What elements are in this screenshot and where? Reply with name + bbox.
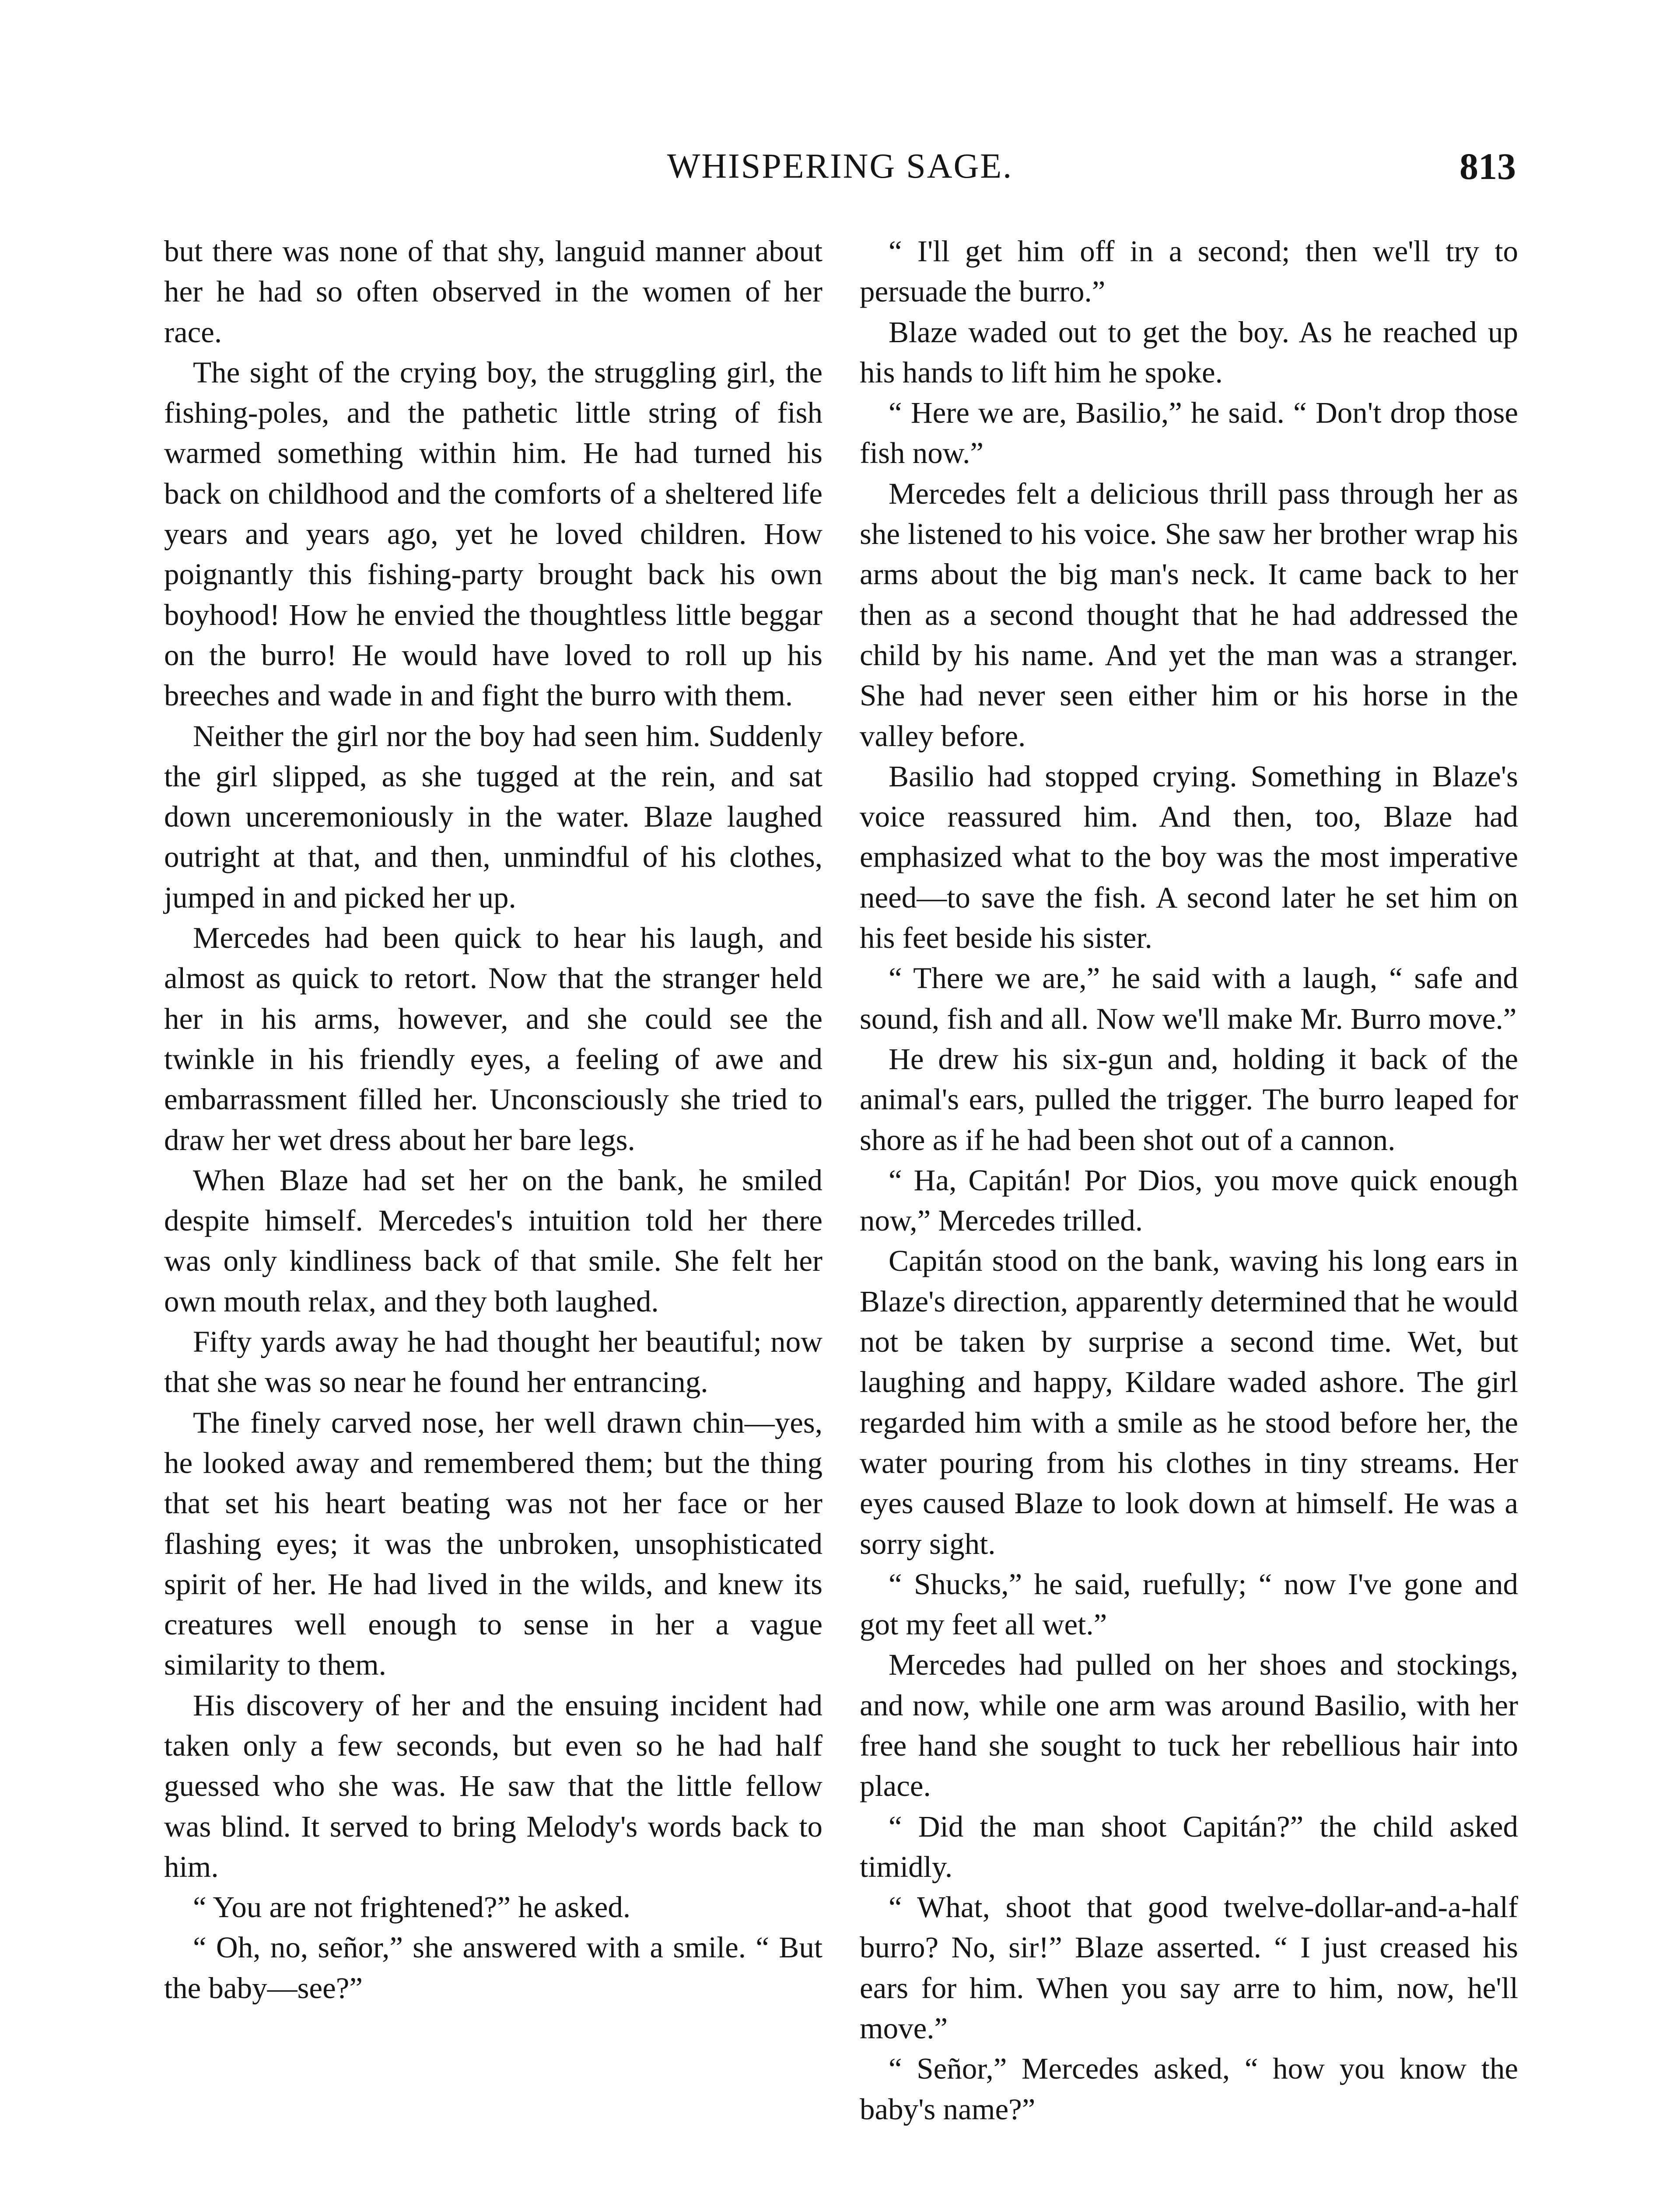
right-text-column (860, 231, 1518, 2129)
paragraph: Neither the girl nor the boy had seen him. Suddenly the girl slipped, as she tugged at the rein, and sat down unceremoniously in the water. Blaze laughed outright at that, and then, unmindful of his clothes, jumped in and picked her up. (164, 719, 822, 914)
paragraph: “ I'll get him off in a second; then we'll try to persuade the burro.” (860, 235, 1518, 309)
paragraph: “ Ha, Capitán! Por Dios, you move quick enough now,” Mercedes trilled. (860, 1163, 1518, 1238)
paragraph: The sight of the crying boy, the struggling girl, the fishing-poles, and the pathetic little string of fish warmed something within him. He had turned his back on childhood and the comforts of a sheltered life years and years ago, yet he loved children. How poignantly this fishing-party brought back his own boyhood! How he envied the thoughtless little beggar on the burro! He would have loved to roll up his breeches and wade in and fight the burro with them. (164, 355, 822, 712)
paragraph: Basilio had stopped crying. Something in Blaze's voice reassured him. And then, too, Blaze had emphasized what to the boy was the most imperative need—to save the fish. A second later he set him on his feet beside his sister. (860, 759, 1518, 955)
paragraph: Mercedes had been quick to hear his laugh, and almost as quick to retort. Now that the stranger held her in his arms, however, and she could see the twinkle in his friendly eyes, a feeling of awe and embarrassment filled her. Unconsciously she tried to draw her wet dress about her bare legs. (164, 921, 822, 1157)
page-header (164, 144, 1516, 188)
paragraph: He drew his six-gun and, holding it back of the animal's ears, pulled the trigger. The burro leaped for shore as if he had been shot out of a cannon. (860, 1042, 1518, 1157)
paragraph: The finely carved nose, her well drawn chin—yes, he looked away and remembered them; but the thing that set his heart beating was not her face or her flashing eyes; it was the unbroken, unsophisticated spirit of her. He had lived in the wilds, and knew its creatures well enough to sense in her a vague similarity to them. (164, 1406, 822, 1682)
left-text-column (164, 231, 822, 2008)
paragraph: “ Señor,” Mercedes asked, “ how you know the baby's name?” (860, 2052, 1518, 2126)
paragraph: “ There we are,” he said with a laugh, “ safe and sound, fish and all. Now we'll make Mr. Burro move.” (860, 961, 1518, 1035)
paragraph: His discovery of her and the ensuing incident had taken only a few seconds, but even so he had half guessed who she was. He saw that the little fellow was blind. It served to bring Melody's words back to him. (164, 1688, 822, 1883)
paragraph: When Blaze had set her on the bank, he smiled despite himself. Mercedes's intuition told her there was only kindliness back of that smile. She felt her own mouth relax, and they both laughed. (164, 1163, 822, 1318)
paragraph: Mercedes had pulled on her shoes and stockings, and now, while one arm was around Basilio, with her free hand she sought to tuck her rebellious hair into place. (860, 1648, 1518, 1803)
paragraph: but there was none of that shy, languid manner about her he had so often observed in the women of her race. (164, 235, 822, 349)
paragraph: “ What, shoot that good twelve-dollar-and-a-half burro? No, sir!” Blaze asserted. “ I just creased his ears for him. When you say arre to him, now, he'll move.” (860, 1890, 1518, 2045)
page-number: 813 (1460, 145, 1516, 187)
paragraph: Mercedes felt a delicious thrill pass through her as she listened to his voice. She saw her brother wrap his arms about the big man's neck. It came back to her then as a second thought that he had addressed the child by his name. And yet the man was a stranger. She had never seen either him or his horse in the valley before. (860, 477, 1518, 753)
paragraph: Fifty yards away he had thought her beautiful; now that she was so near he found her entrancing. (164, 1325, 822, 1399)
paragraph: “ Did the man shoot Capitán?” the child asked timidly. (860, 1809, 1518, 1883)
paragraph: Capitán stood on the bank, waving his long ears in Blaze's direction, apparently determined that he would not be taken by surprise a second time. Wet, but laughing and happy, Kildare waded ashore. The girl regarded him with a smile as he stood before her, the water pouring from his clothes in tiny streams. Her eyes caused Blaze to look down at himself. He was a sorry sight. (860, 1244, 1518, 1560)
paragraph: “ Here we are, Basilio,” he said. “ Don't drop those fish now.” (860, 396, 1518, 470)
paragraph: “ Shucks,” he said, ruefully; “ now I've gone and got my feet all wet.” (860, 1567, 1518, 1641)
paragraph: “ You are not frightened?” he asked. (193, 1890, 631, 1924)
running-title: WHISPERING SAGE. (667, 147, 1013, 186)
paragraph: “ Oh, no, señor,” she answered with a smile. “ But the baby—see?” (164, 1931, 822, 2005)
paragraph: Blaze waded out to get the boy. As he reached up his hands to lift him he spoke. (860, 315, 1518, 389)
